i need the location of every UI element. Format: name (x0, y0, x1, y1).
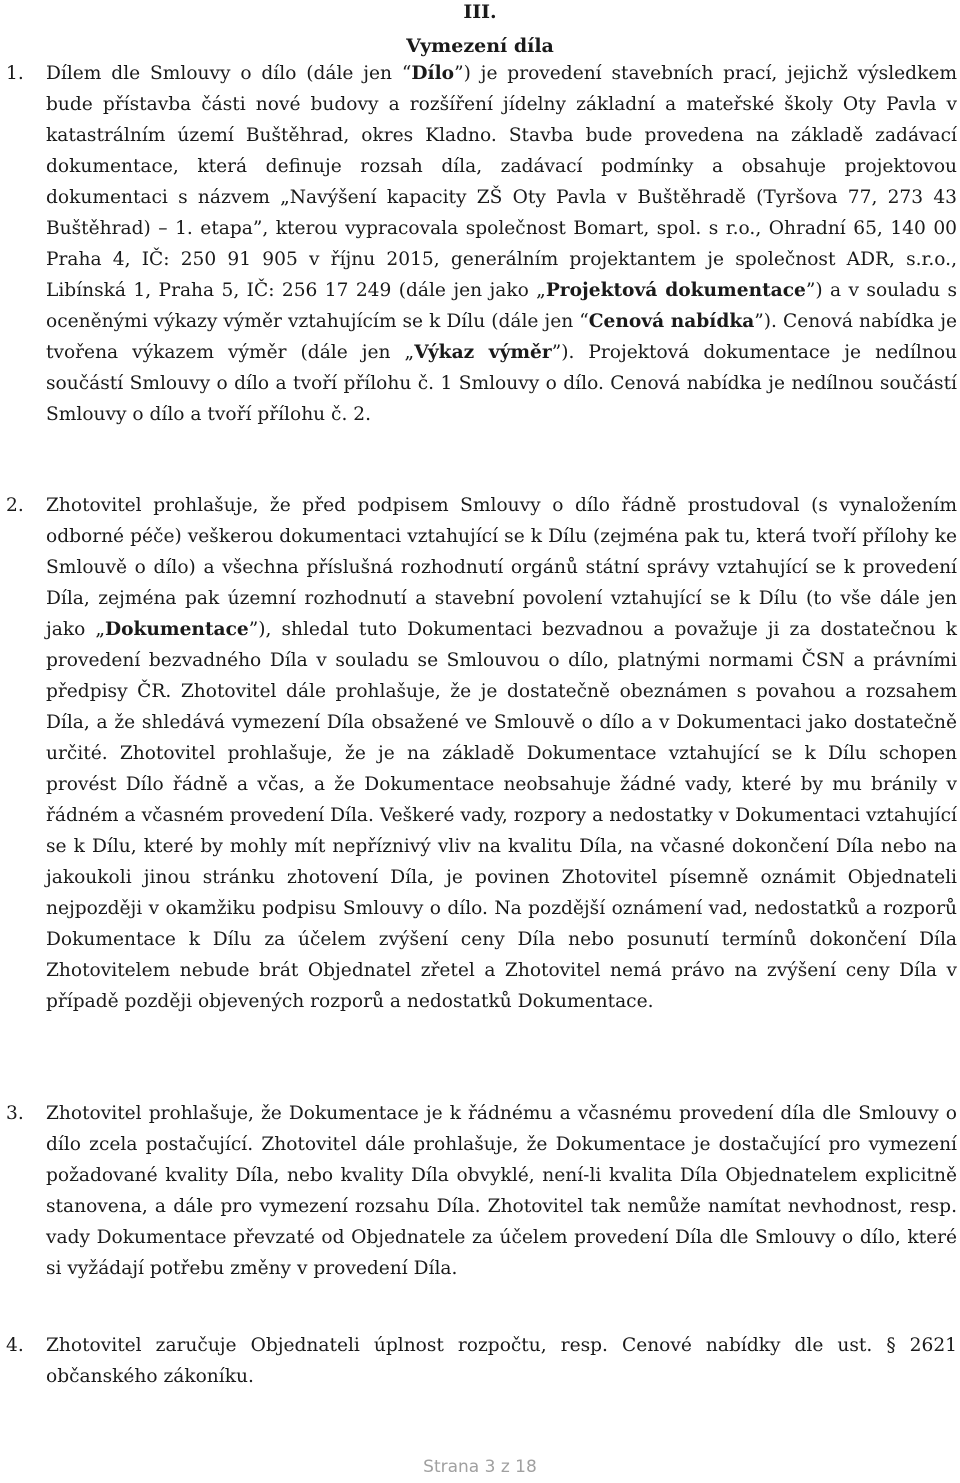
defined-term: Cenová nabídka (588, 311, 755, 332)
clause-number: 2. (6, 495, 24, 516)
clause-text-run: Zhotovitel prohlašuje, že Dokumentace je k řádnému a včasnému provedení díla dle Smlouvy o dílo zcela postačující. Zhotovitel dále prohlašuje, že Dokumentace je dostačující pro vymezení požadované kvality Díla, nebo kvality Díla obvyklé, není-li kvalita Díla Objednatelem explicitně stanovena, a dále pro vymezení rozsahu Díla. Zhotovitel tak nemůže namítat nevhodnost, resp. vady Dokumentace převzaté od Objednatele za účelem provedení Díla dle Smlouvy o dílo, které si vyžádají potřebu změny v provedení Díla. (46, 1103, 957, 1279)
clause-number: 1. (6, 63, 24, 84)
defined-term: Výkaz výměr (414, 342, 552, 363)
page-footer: Strana 3 z 18 (423, 1457, 537, 1477)
clause-text-run: ”), shledal tuto Dokumentaci bezvadnou a považuje ji za dostatečnou k provedení bezvadného Díla v souladu se Smlouvou o dílo, platnými normami ČSN a právními předpisy ČR. Zhotovitel dále prohlašuje, že je dostatečně obeznámen s povahou a rozsahem Díla, a že shledává vymezení Díla obsažené ve Smlouvě o dílo a v Dokumentaci jako dostatečně určité. Zhotovitel prohlašuje, že je na základě Dokumentace vztahující se k Dílu schopen provést Dílo řádně a včas, a že Dokumentace neobsahuje žádné vady, které by mu bránily v řádném a včasném provedení Díla. Veškeré vady, rozpory a nedostatky v Dokumentaci vztahující se k Dílu, které by mohly mít nepříznivý vliv na kvalitu Díla, na včasné dokončení Díla nebo na jakoukoli jinou stránku zhotovení Díla, je povinen Zhotovitel písemně oznámit Objednateli nejpozději v okamžiku podpisu Smlouvy o dílo. Na pozdější oznámení vad, nedostatků a rozporů Dokumentace k Dílu za účelem zvýšení ceny Díla nebo posunutí termínů dokončení Díla Zhotovitelem nebude brát Objednatel zřetel a Zhotovitel nemá právo na zvýšení ceny Díla v případě později objevených rozporů a nedostatků Dokumentace. (46, 619, 958, 1012)
clause-text-run: ”). Projektová dokumentace je nedílnou součástí Smlouvy o dílo a tvoří přílohu č. 1 Smlouvy o dílo. Cenová nabídka je nedílnou součástí Smlouvy o dílo a tvoří přílohu č. 2. (46, 342, 957, 425)
defined-term: Dílo (411, 63, 455, 84)
clause-text (46, 490, 957, 1017)
clause-text-run: Dílem dle Smlouvy o dílo (dále jen “ (46, 63, 412, 84)
clause-number: 3. (6, 1103, 24, 1124)
clause-text-run: ”) je provedení stavebních prací, jejichž výsledkem bude přístavba části nové budovy a rozšíření jídelny základní a mateřské školy Oty Pavla v katastrálním území Buštěhrad, okres Kladno. Stavba bude provedena na základě zadávací dokumentace, která definuje rozsah díla, zadávací podmínky a obsahuje projektovou dokumentaci s názvem „Navýšení kapacity ZŠ Oty Pavla v Buštěhradě (Tyršova 77, 273 43 Buštěhrad) – 1. etapa”, kterou vypracovala společnost Bomart, spol. s r.o., Ohradní 65, 140 00 Praha 4, IČ: 250 91 905 v říjnu 2015, generálním projektantem je společnost ADR, s.r.o., Libínská 1, Praha 5, IČ: 256 17 249 (dále jen jako „ (46, 63, 957, 301)
clause-item (6, 490, 958, 1017)
clause-text-run: Zhotovitel zaručuje Objednateli úplnost rozpočtu, resp. Cenové nabídky dle ust. § 2621 občanského zákoníku. (46, 1335, 957, 1387)
clause-text (46, 1330, 957, 1392)
clause-item (6, 1098, 957, 1284)
clause-text-run: ”) a v souladu s oceněnými výkazy výměr vztahujícím se k Dílu (dále jen “ (46, 280, 957, 332)
clause-item (6, 1330, 957, 1392)
defined-term: Dokumentace (105, 619, 249, 640)
clause-text-run: Zhotovitel prohlašuje, že před podpisem Smlouvy o dílo řádně prostudoval (s vynaložením odborné péče) veškerou dokumentaci vztahující se k Dílu (zejména pak tu, která tvoří přílohy ke Smlouvě o dílo) a všechna příslušná rozhodnutí orgánů státní správy vztahující se k provedení Díla, zejména pak územní rozhodnutí a stavební povolení vztahující se k Dílu (to vše dále jen jako „ (46, 495, 957, 640)
clause-text-run: ”). Cenová nabídka je tvořena výkazem výměr (dále jen „ (46, 311, 958, 363)
clause-item (6, 58, 958, 430)
clause-number: 4. (6, 1335, 24, 1356)
defined-term: Projektová dokumentace (545, 280, 806, 301)
clause-text (46, 58, 957, 430)
section-title: Vymezení díla (406, 35, 554, 57)
section-number: III. (463, 1, 497, 23)
clause-text (46, 1098, 957, 1284)
